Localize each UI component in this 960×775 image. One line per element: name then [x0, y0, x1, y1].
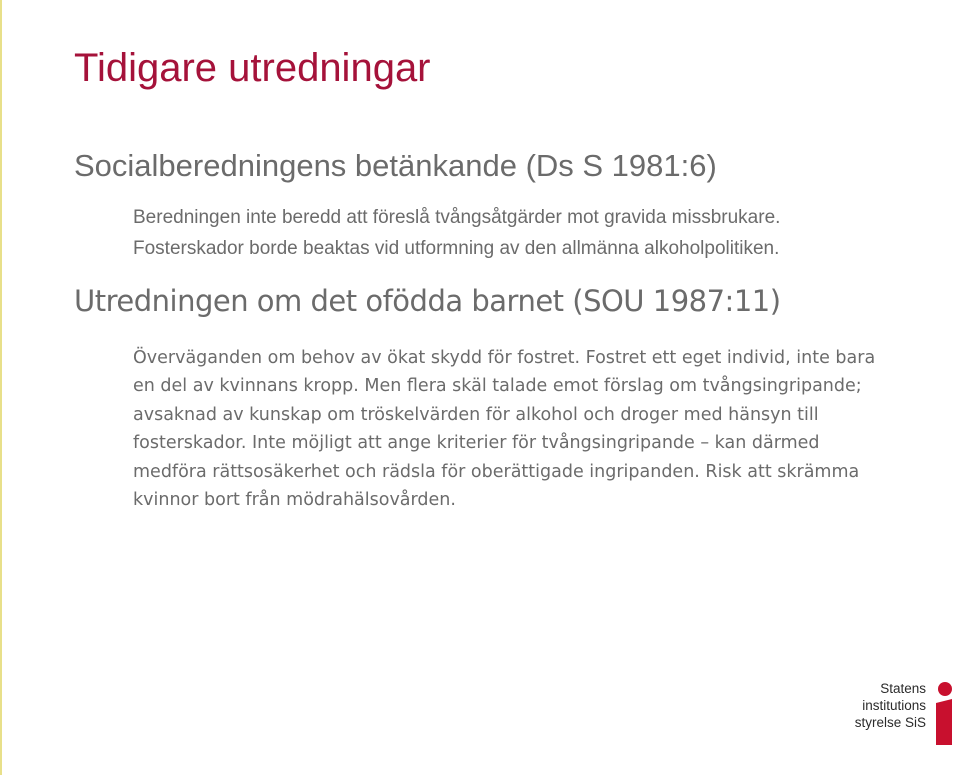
body-line: Överväganden om behov av ökat skydd för fostret. Fostret ett eget individ, inte bara [133, 348, 876, 368]
body-line: en del av kvinnans kropp. Men flera skäl talade emot förslag om tvångsingripande; [133, 376, 862, 397]
section-heading-ds-s-1981: Socialberedningens betänkande (Ds S 1981:6) [74, 148, 717, 183]
left-accent-rule [0, 0, 2, 775]
section-body-sou-1987 [133, 344, 933, 514]
body-line: fosterskador. Inte möjligt att ange kriterier för tvångsingripande – kan därmed [133, 433, 820, 454]
body-line: medföra rättsosäkerhet och rädsla för oberättigade ingripanden. Risk att skrämma [133, 461, 860, 482]
section-body-ds-s-1981 [133, 202, 933, 264]
section-heading-sou-1987: Utredningen om det ofödda barnet (SOU 1987:11) [74, 284, 781, 318]
body-line: kvinnor bort från mödrahälsovården. [133, 490, 456, 511]
sis-i-logo-icon [930, 681, 956, 745]
logo-text-institutions: institutions [862, 698, 926, 713]
slide-title: Tidigare utredningar [74, 46, 431, 90]
body-line: Fosterskador borde beaktas vid utformning av den allmänna alkoholpolitiken. [133, 238, 780, 259]
logo-text-statens: Statens [880, 681, 926, 696]
sis-logo [854, 681, 960, 745]
body-line: Beredningen inte beredd att föreslå tvångsåtgärder mot gravida missbrukare. [133, 207, 781, 228]
body-line: avsaknad av kunskap om tröskelvärden för alkohol och droger med hänsyn till [133, 404, 819, 425]
logo-text-styrelse: styrelse SiS [854, 715, 926, 730]
